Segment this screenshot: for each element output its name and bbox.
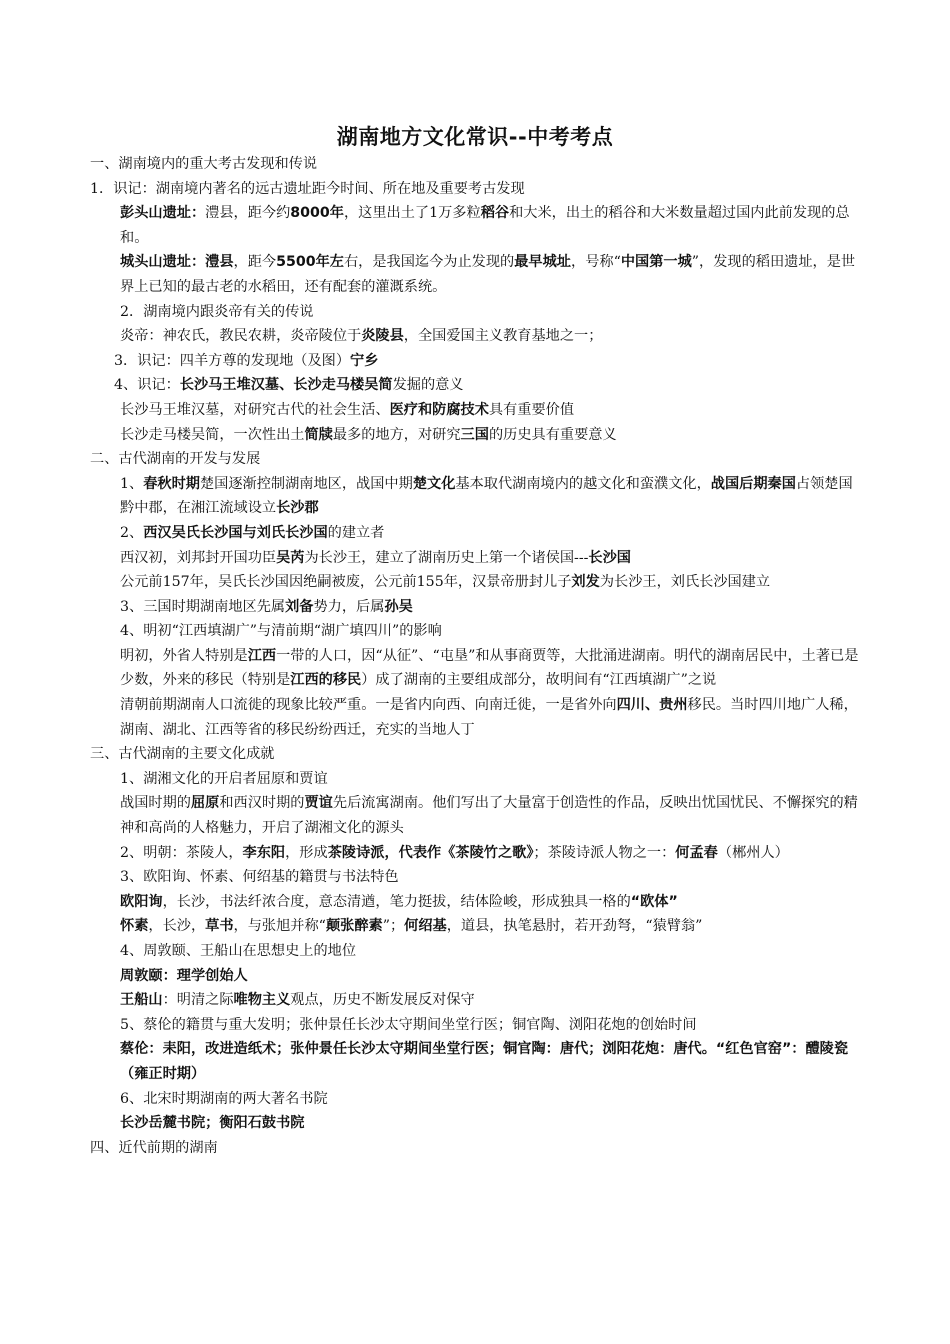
emphasized-text: 医疗和防腐技术 [389,401,489,418]
text-run: 西汉初，刘邦封开国功臣 [120,549,277,566]
emphasized-text: 草书 [205,918,234,935]
text-run: 一、湖南境内的重大考古发现和传说 [90,156,318,172]
emphasized-text: 长沙岳麓书院；衡阳石鼓书院 [120,1115,305,1132]
emphasized-text: 茶陵诗派，代表作《茶陵竹之歌》 [327,844,534,861]
paragraph-line [90,447,860,472]
emphasized-text: 楚文化 [412,475,456,492]
paragraph-line [90,619,860,644]
paragraph-line [90,914,860,939]
text-run: 1、 [120,475,144,492]
paragraph-line [90,250,860,299]
text-run: 2、明朝：茶陵人， [120,844,243,861]
emphasized-text: 稻谷 [480,205,510,222]
paragraph-line [90,373,860,398]
text-run: ”； [382,918,405,935]
text-run: 3、三国时期湖南地区先属 [120,598,286,615]
text-run: ，长沙，书法纤浓合度，意态清遒，笔力挺拔，结体险峻，形成独具一格的 [162,893,631,910]
emphasized-text: 彭头山遗址： [120,205,206,222]
emphasized-text: 最早城址 [514,254,571,271]
text-run: 长沙马王堆汉墓，对研究古代的社会生活、 [120,401,390,418]
paragraph-line [90,324,860,349]
text-run: ：明清之际 [162,992,234,1009]
emphasized-text: 春秋时期 [143,475,200,492]
text-run: ，距今 [233,254,277,271]
text-run: 2、 [120,524,144,541]
paragraph-line [90,570,860,595]
text-run: 3．识记：四羊方尊的发现地（及图） [114,352,351,369]
emphasized-text: 8000年 [290,205,344,222]
text-run: 的历史具有重要意义 [488,426,617,443]
emphasized-text: 欧阳询 [120,893,163,910]
text-run: 发掘的意义 [392,377,464,394]
paragraph-line [90,865,860,890]
emphasized-text: 江西的移民 [290,672,362,689]
text-run: 4、明初“江西填湖广”与清前期“湖广填四川”的影响 [120,623,442,640]
paragraph-line [90,1087,860,1112]
text-run: 先后流寓湖南。他们写出了大量富于创造性的作品，反映出忧国忧民、不懈探究的精神和高尚的人格魅力，开启了湖湘文化的源头 [120,795,858,837]
emphasized-text: 长沙国 [588,549,631,566]
text-run: ，与张旭并称“ [233,918,326,935]
text-run: ，形成 [285,844,328,861]
text-run: 和西汉时期的 [219,795,305,812]
text-run: 5、蔡伦的籍贯与重大发明；张仲景任长沙太守期间坐堂行医；铜官陶、浏阳花炮的创始时间 [120,1016,697,1033]
text-run: ）成了湖南的主要组成部分，故明间有“江西填湖广”之说 [361,672,717,689]
paragraph-line [90,201,860,250]
paragraph-line [90,349,860,374]
emphasized-text: 贾谊 [304,795,333,812]
paragraph-line [90,595,860,620]
emphasized-text: 宁乡 [350,352,379,369]
text-run: ；茶陵诗派人物之一： [533,844,676,861]
emphasized-text: 王船山 [120,992,163,1009]
text-run: 四、近代前期的湖南 [90,1139,218,1156]
text-run: 楚国逐渐控制湖南地区，战国中期 [199,475,413,492]
paragraph-line [90,767,860,792]
paragraph-line [90,1013,860,1038]
emphasized-text: 李东阳 [242,844,286,861]
text-run: 和大米，出土的稻谷和大米数量超过国内此前发现的总和。 [120,205,850,246]
text-run: 战国时期的 [120,795,191,812]
emphasized-text: 长沙马王堆汉墓、长沙走马楼吴简 [179,377,393,394]
text-run: 二、古代湖南的开发与发展 [90,451,261,468]
paragraph-line [90,964,860,989]
paragraph-line [90,791,860,840]
paragraph-line [90,1037,860,1086]
emphasized-text: 三国 [460,426,489,443]
text-run: 一带的人口，因“从征”、“屯垦”和从事商贾等，大批涌进湖南。明代的湖南居民中，土著已是少数，外来的移民（特别是 [120,647,859,689]
text-run: 三、古代湖南的主要文化成就 [90,746,275,763]
emphasized-text: 周敦颐：理学创始人 [120,967,248,984]
emphasized-text: 炎陵县 [361,328,404,345]
text-run: 最多的地方，对研究 [332,426,461,443]
text-run: 移民。当时四川地广人稀，湖南、湖北、江西等省的移民纷纷西迁，充实的当地人丁 [120,697,858,738]
text-run: 4、周敦颐、王船山在思想史上的地位 [120,943,357,959]
emphasized-text: 长沙郡 [276,500,319,517]
paragraph-line [90,398,860,423]
paragraph-line [90,644,860,693]
text-run: 长沙走马楼吴简，一次性出土 [120,426,305,443]
text-run: 为长沙王，刘氏长沙国建立 [599,574,771,591]
text-run: 清朝前期湖南人口流徙的现象比较严重。一是省内向西、向南迁徙，一是省外向 [120,697,617,714]
text-run: 1．识记：湖南境内著名的远古遗址距今时间、所在地及重要考古发现 [90,180,525,197]
text-run: 势力，后属 [313,598,385,615]
text-run: 右，是我国迄今为止发现的 [343,254,515,271]
paragraph-line [90,841,860,866]
emphasized-text: 5500年左 [276,254,344,271]
paragraph-line [90,693,860,742]
text-run: 4、识记： [114,377,180,394]
text-run: 炎帝：神农氏，教民农耕，炎帝陵位于 [120,328,362,345]
text-run: 2．湖南境内跟炎帝有关的传说 [120,303,314,320]
paragraph-line [90,521,860,546]
emphasized-text: 中国第一城 [620,254,692,271]
text-run: ，号称“ [571,254,621,271]
text-run: 1、湖湘文化的开启者屈原和贾谊 [120,770,328,787]
emphasized-text: 唯物主义 [233,992,291,1009]
text-run: 6、北宋时期湖南的两大著名书院 [120,1090,328,1107]
emphasized-text: 吴芮 [276,549,305,566]
paragraph-line [90,152,860,177]
paragraph-line [90,177,860,202]
text-run: 占领楚国黔中郡，在湘江流域设立 [120,475,853,517]
paragraph-line [90,472,860,521]
text-run: （郴州人） [717,844,789,861]
emphasized-text: 简牍 [304,426,333,443]
emphasized-text: 西汉吴氏长沙国与刘氏长沙国 [143,524,328,541]
emphasized-text: 刘发 [571,574,600,591]
text-run: 基本取代湖南境内的越文化和蛮濮文化， [455,475,711,492]
document-body [90,152,860,1160]
emphasized-text: 屈原 [190,795,220,812]
paragraph-line [90,546,860,571]
text-run: 为长沙王，建立了湖南历史上第一个诸侯国--- [304,549,589,566]
emphasized-text: 战国后期秦国 [710,475,796,492]
paragraph-line [90,988,860,1013]
paragraph-line [90,1111,860,1136]
paragraph-line [90,890,860,915]
emphasized-text: 蔡伦：耒阳，改进造纸术；张仲景任长沙太守期间坐堂行医；铜官陶：唐代；浏阳花炮：唐代。“红色官窑”：醴陵瓷（雍正时期） [120,1041,849,1082]
document-title: 湖南地方文化常识--中考考点 [336,125,614,149]
text-run: ，道县，执笔悬肘，若开劲弩，“猿臂翁” [446,918,703,935]
text-run: ”，发现的稻田遗址，是世界上已知的最古老的水稻田，还有配套的灌溉系统。 [120,254,856,295]
text-run: 明初，外省人特别是 [120,647,248,664]
emphasized-text: 刘备 [285,598,314,615]
text-run: ，这里出土了1万多粒 [343,205,481,222]
paragraph-line [90,742,860,767]
emphasized-text: 四川、贵州 [616,697,688,714]
emphasized-text: 江西 [247,647,277,664]
paragraph-line [90,1136,860,1161]
text-run: ，长沙， [148,918,206,935]
text-run: ，全国爱国主义教育基地之一； [403,328,603,345]
text-run: 的建立者 [327,524,385,541]
emphasized-text: “欧体” [630,893,678,910]
text-run: 观点，历史不断发展反对保守 [290,992,475,1009]
text-run: 3、欧阳询、怀素、何绍基的籍贯与书法特色 [120,869,399,886]
paragraph-line [90,423,860,448]
emphasized-text: 何绍基 [404,918,447,935]
emphasized-text: 颠张醉素 [325,918,383,935]
paragraph-line [90,300,860,325]
emphasized-text: 何孟春 [675,844,718,861]
emphasized-text: 孙吴 [384,598,413,615]
text-run: 澧县，距今约 [205,205,291,222]
emphasized-text: 怀素 [120,918,149,935]
text-run: 具有重要价值 [488,401,575,418]
emphasized-text: 城头山遗址：澧县 [120,254,234,271]
paragraph-line [90,939,860,964]
text-run: 公元前157年，吴氏长沙国因绝嗣被废，公元前155年，汉景帝册封儿子 [120,574,572,591]
